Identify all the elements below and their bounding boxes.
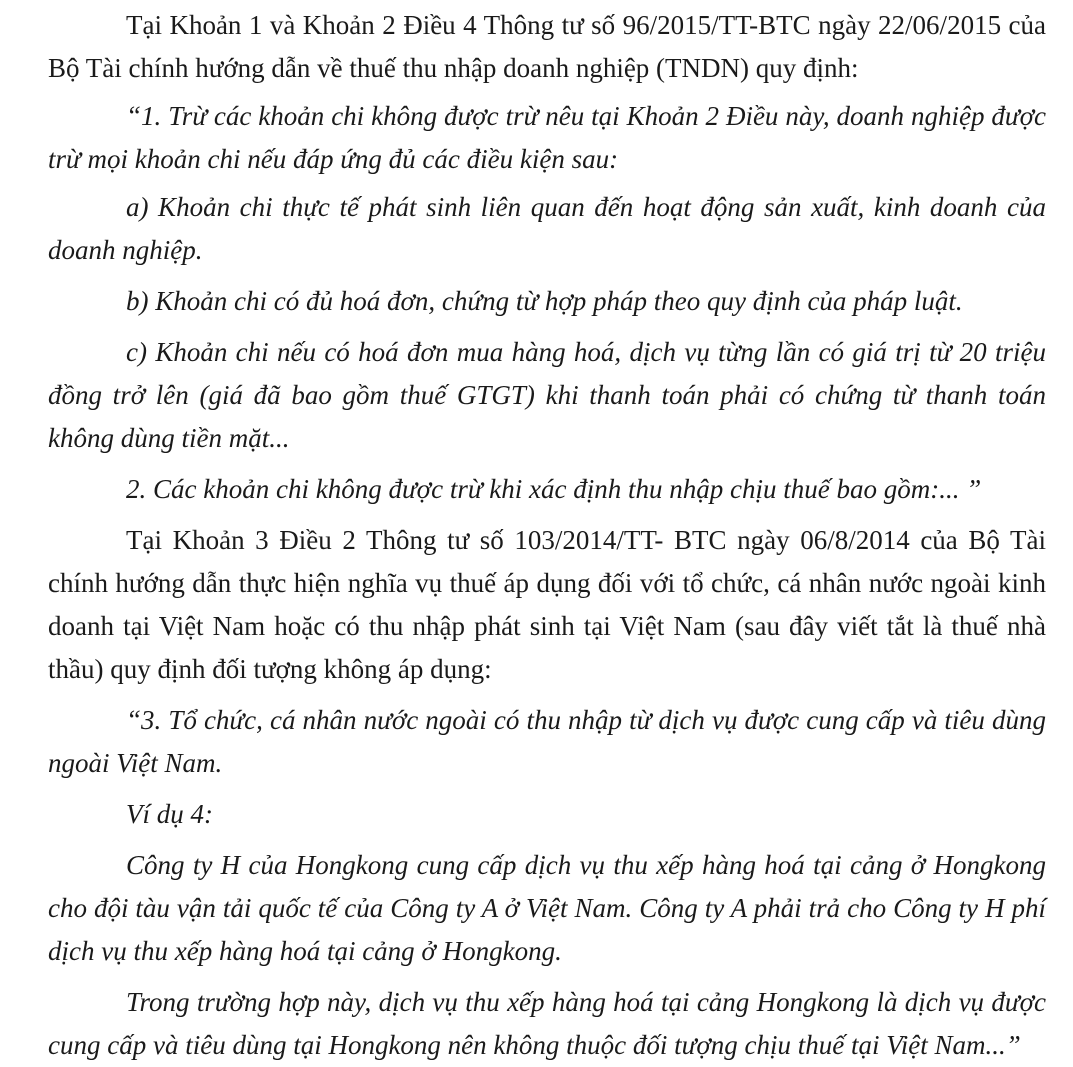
quote-clause-3: “3. Tổ chức, cá nhân nước ngoài có thu nhập từ dịch vụ được cung cấp và tiêu dùng ngoài Việt Nam. bbox=[48, 705, 1046, 778]
quote-clause-1: “1. Trừ các khoản chi không được trừ nêu tại Khoản 2 Điều này, doanh nghiệp được trừ mọi khoản chi nếu đáp ứng đủ các điều kiện sau: bbox=[48, 101, 1046, 174]
quote-clause-2: 2. Các khoản chi không được trừ khi xác định thu nhập chịu thuế bao gồm:... ” bbox=[126, 474, 982, 504]
example-body: Công ty H của Hongkong cung cấp dịch vụ thu xếp hàng hoá tại cảng ở Hongkong cho đội tàu vận tải quốc tế của Công ty A ở Việt Nam. Công ty A phải trả cho Công ty H phí dịch vụ thu xếp hàng hoá tại cảng ở Hongkong. bbox=[48, 850, 1046, 966]
quote-clause-1b: b) Khoản chi có đủ hoá đơn, chứng từ hợp pháp theo quy định của pháp luật. bbox=[126, 286, 963, 316]
quote-clause-1a: a) Khoản chi thực tế phát sinh liên quan đến hoạt động sản xuất, kinh doanh của doanh nghiệp. bbox=[48, 192, 1046, 265]
example-heading: Ví dụ 4: bbox=[126, 799, 213, 829]
quote-clause-1c: c) Khoản chi nếu có hoá đơn mua hàng hoá, dịch vụ từng lần có giá trị từ 20 triệu đồng trở lên (giá đã bao gồm thuế GTGT) khi thanh toán phải có chứng từ thanh toán không dùng tiền mặt... bbox=[48, 337, 1046, 453]
paragraph-regulation-96-2015: Tại Khoản 1 và Khoản 2 Điều 4 Thông tư số 96/2015/TT-BTC ngày 22/06/2015 của Bộ Tài chính hướng dẫn về thuế thu nhập doanh nghiệp (TNDN) quy định: bbox=[48, 10, 1046, 83]
document-body bbox=[48, 4, 1046, 1067]
example-conclusion: Trong trường hợp này, dịch vụ thu xếp hàng hoá tại cảng Hongkong là dịch vụ được cung cấp và tiêu dùng tại Hongkong nên không thuộc đối tượng chịu thuế tại Việt Nam...” bbox=[48, 987, 1046, 1060]
paragraph-regulation-103-2014: Tại Khoản 3 Điều 2 Thông tư số 103/2014/TT- BTC ngày 06/8/2014 của Bộ Tài chính hướng dẫn thực hiện nghĩa vụ thuế áp dụng đối với tổ chức, cá nhân nước ngoài kinh doanh tại Việt Nam hoặc có thu nhập phát sinh tại Việt Nam (sau đây viết tắt là thuế nhà thầu) quy định đối tượng không áp dụng: bbox=[48, 525, 1046, 684]
